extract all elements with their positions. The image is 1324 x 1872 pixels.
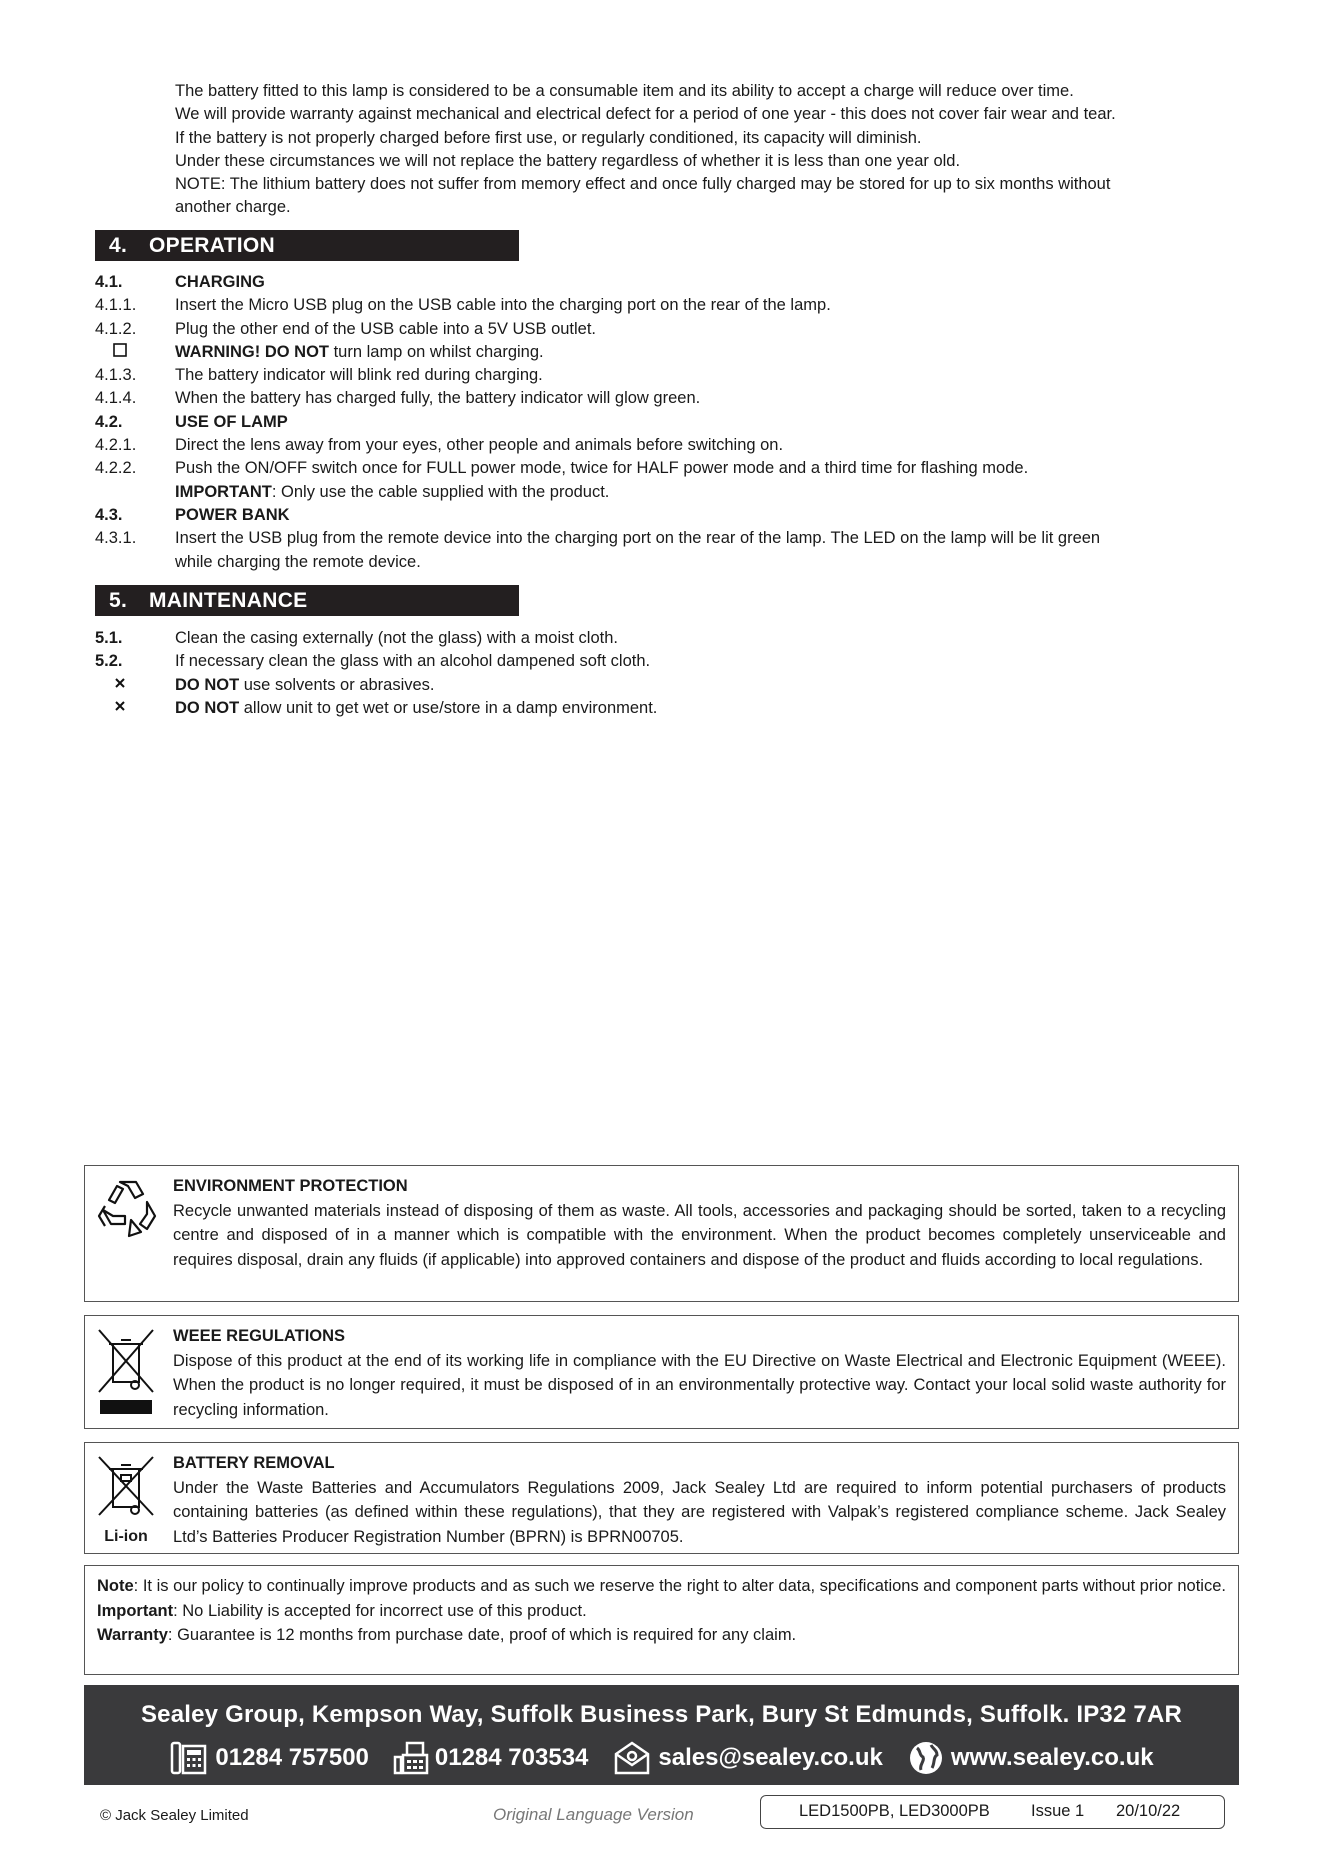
- cross-icon: [95, 697, 175, 720]
- maintenance-heading: [95, 585, 519, 616]
- prohibition-item: DO NOT allow unit to get wet or use/store in a damp environment.: [95, 697, 1245, 720]
- checkbox-icon: [95, 341, 175, 364]
- note-line: Note: It is our policy to continually improve products and as such we reserve the right to alter data, specifications and component parts without prior notice.: [97, 1577, 1226, 1595]
- list-item: 4.3.1. Insert the USB plug from the remote device into the charging port on the rear of the lamp. The LED on the lamp will be lit green: [95, 529, 1101, 548]
- warranty-line: Warranty: Guarantee is 12 months from purchase date, proof of which is required for any claim.: [97, 1626, 797, 1644]
- list-item-continued: while charging the remote device.: [175, 552, 421, 571]
- list-item: 4.2.1. Direct the lens away from your eyes, other people and animals before switching on.: [95, 436, 784, 455]
- list-item: 4.1.3. The battery indicator will blink red during charging.: [95, 366, 543, 385]
- important-item: IMPORTANT: Only use the cable supplied with the product.: [175, 482, 610, 501]
- warning-item: WARNING! DO NOT turn lamp on whilst charging.: [95, 341, 1245, 364]
- battery-removal-content: [173, 1451, 1226, 1549]
- document-reference: [760, 1795, 1225, 1829]
- prohibition-item: DO NOT use solvents or abrasives.: [95, 674, 1245, 697]
- list-item: 4.1. CHARGING: [95, 273, 265, 291]
- model-numbers: LED1500PB, LED3000PB: [799, 1802, 990, 1820]
- intro-line: If the battery is not properly charged before first use, or regularly conditioned, its capacity will diminish.: [175, 128, 922, 147]
- phone-contact: [169, 1740, 369, 1776]
- list-item: 4.2.2. Push the ON/OFF switch once for FULL power mode, twice for HALF power mode and a third time for flashing mode.: [95, 459, 1029, 478]
- email-contact: [612, 1740, 882, 1776]
- intro-line: another charge.: [175, 198, 291, 217]
- fax-icon: [393, 1740, 429, 1776]
- phone-number[interactable]: 01284 757500: [215, 1744, 369, 1771]
- important-line: Important: No Liability is accepted for incorrect use of this product.: [97, 1601, 587, 1620]
- list-item: 4.3. POWER BANK: [95, 505, 290, 524]
- battery-removal-box: [84, 1442, 1239, 1554]
- box-title: ENVIRONMENT PROTECTION: [173, 1177, 408, 1195]
- weee-regulations-box: [84, 1315, 1239, 1429]
- website-link[interactable]: www.sealey.co.uk: [950, 1744, 1154, 1771]
- list-item: 5.1. Clean the casing externally (not the glass) with a moist cloth.: [95, 629, 618, 647]
- contact-row: [84, 1740, 1239, 1776]
- section-title: MAINTENANCE: [149, 589, 308, 612]
- notes-box: [84, 1565, 1239, 1675]
- list-item: 4.1.2. Plug the other end of the USB cable into a 5V USB outlet.: [95, 319, 597, 338]
- language-version: Original Language Version: [493, 1805, 694, 1824]
- box-title: BATTERY REMOVAL: [173, 1454, 335, 1472]
- list-item: 4.2. USE OF LAMP: [95, 412, 288, 431]
- issue-date: 20/10/22: [1116, 1802, 1181, 1820]
- intro-line: The battery fitted to this lamp is considered to be a consumable item and its ability to accept a charge will reduce over time.: [175, 82, 1074, 100]
- email-link[interactable]: sales@sealey.co.uk: [658, 1744, 883, 1771]
- maintenance-list: [95, 627, 1245, 720]
- crossed-battery-bin-icon: [95, 1453, 165, 1543]
- operation-heading: [95, 230, 519, 261]
- intro-line: Under these circumstances we will not replace the battery regardless of whether it is less than one year old.: [175, 151, 961, 170]
- list-item: 5.2. If necessary clean the glass with an alcohol dampened soft cloth.: [95, 652, 651, 671]
- fax-contact: [393, 1740, 589, 1776]
- document-footer: [0, 1795, 1324, 1835]
- issue-number: Issue 1: [1031, 1802, 1085, 1820]
- list-item: 4.1.4. When the battery has charged fully, the battery indicator will glow green.: [95, 389, 701, 408]
- copyright: © Jack Sealey Limited: [100, 1807, 249, 1824]
- intro-line: We will provide warranty against mechanical and electrical defect for a period of one year - this does not cover fair wear and tear.: [175, 105, 1116, 124]
- cross-icon: [95, 674, 175, 697]
- environment-protection-content: [173, 1174, 1226, 1272]
- section-number: 5.: [109, 589, 128, 612]
- email-icon: [612, 1740, 652, 1776]
- operation-list: [95, 271, 1245, 574]
- fax-number[interactable]: 01284 703534: [434, 1744, 589, 1771]
- list-item: 4.1.1. Insert the Micro USB plug on the USB cable into the charging port on the rear of the lamp.: [95, 296, 831, 315]
- intro-line: NOTE: The lithium battery does not suffer from memory effect and once fully charged may be stored for up to six months without: [175, 175, 1111, 194]
- box-body: Recycle unwanted materials instead of disposing of them as waste. All tools, accessories and packaging should be sorted, taken to a recycling centre and disposed of in a manner which is compatible with the environment. When the product becomes completely unserviceable and requires disposal, drain any fluids (if applicable) into approved containers and dispose of the product and fluids according to local regulations.: [173, 1201, 1226, 1269]
- section-title: OPERATION: [149, 234, 275, 257]
- box-body: Dispose of this product at the end of its working life in compliance with the EU Directive on Waste Electrical and Electronic Equipment (WEEE). When the product is no longer required, it must be disposed of in an environmentally protective way. Contact your local solid waste authority for recycling information.: [173, 1351, 1226, 1419]
- li-ion-label: Li-ion: [104, 1527, 148, 1545]
- recycle-icon: [95, 1176, 165, 1266]
- weee-regulations-content: [173, 1324, 1226, 1422]
- environment-protection-box: [84, 1165, 1239, 1302]
- battery-intro: [175, 80, 1235, 220]
- box-title: WEEE REGULATIONS: [173, 1327, 346, 1345]
- section-number: 4.: [109, 234, 128, 257]
- box-body: Under the Waste Batteries and Accumulators Regulations 2009, Jack Sealey Ltd are required to inform potential purchasers of products containing batteries (as defined within these regulations), that they are registered with Valpak’s registered compliance scheme. Jack Sealey Ltd’s Batteries Producer Registration Number (BPRN) is BPRN00705.: [173, 1478, 1226, 1546]
- web-contact: [907, 1739, 1154, 1777]
- globe-icon: [907, 1739, 945, 1777]
- company-footer: [84, 1685, 1239, 1785]
- telephone-icon: [169, 1740, 209, 1776]
- company-address: Sealey Group, Kempson Way, Suffolk Business Park, Bury St Edmunds, Suffolk. IP32 7AR: [140, 1701, 1183, 1728]
- crossed-wheelie-bin-icon: [95, 1326, 165, 1416]
